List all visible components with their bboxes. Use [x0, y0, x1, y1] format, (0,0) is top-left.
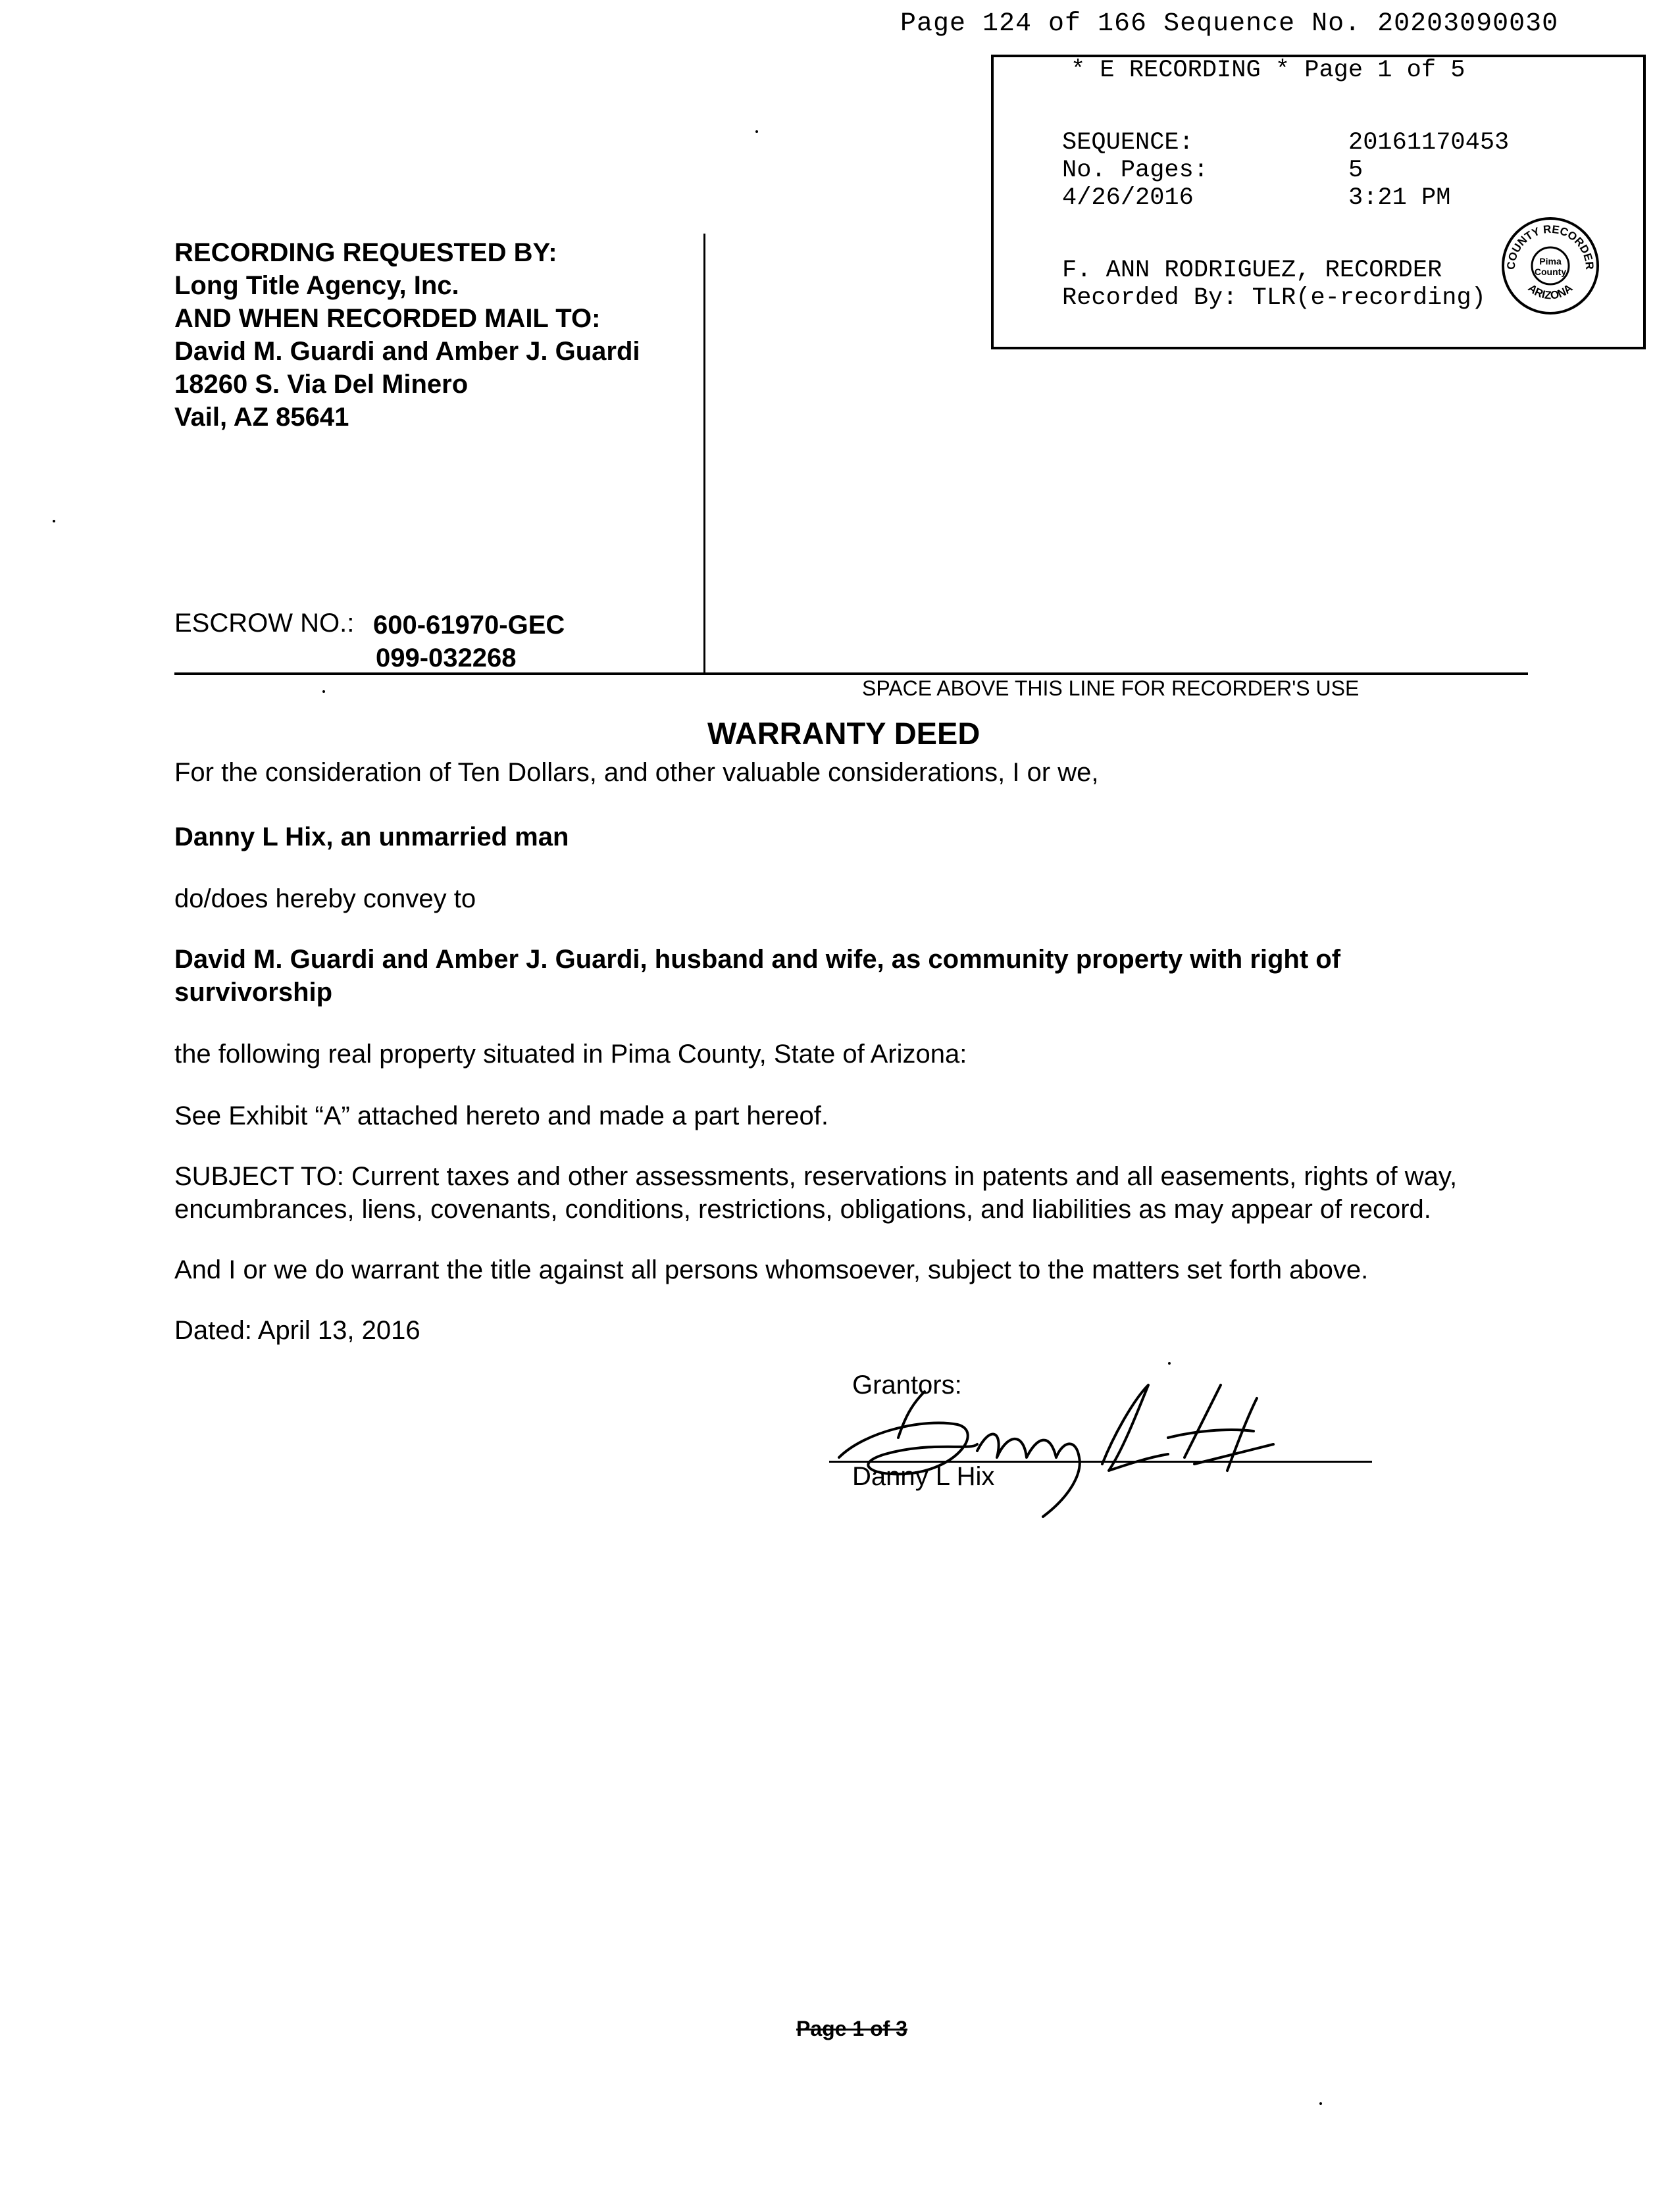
- warrant-paragraph: And I or we do warrant the title against all persons whomsoever, subject to the matters set forth above.: [174, 1255, 1369, 1284]
- escrow-number-2: 099-032268: [376, 644, 517, 672]
- sequence-value: 20161170453: [1348, 129, 1510, 157]
- scan-speck: [322, 690, 325, 693]
- deed-title: WARRANTY DEED: [707, 716, 980, 751]
- handwritten-signature-icon: [826, 1359, 1379, 1530]
- scan-speck: [755, 130, 758, 133]
- seal-center-text-2: County: [1534, 266, 1567, 277]
- seal-bottom-text: ARIZONA: [1525, 282, 1575, 302]
- recorded-by: Recorded By: TLR(e-recording): [1062, 284, 1486, 312]
- mail-to-street: 18260 S. Via Del Minero: [174, 370, 469, 399]
- recording-stamp-labels: [1062, 129, 1208, 212]
- vertical-divider: [703, 234, 705, 672]
- recording-stamp-title: * E RECORDING * Page 1 of 5: [1071, 57, 1465, 84]
- grantee-paragraph: David M. Guardi and Amber J. Guardi, husband and wife, as community property with right of survivorship: [174, 945, 1341, 1007]
- recording-time: 3:21 PM: [1348, 184, 1451, 212]
- convey-paragraph: do/does hereby convey to: [174, 884, 476, 913]
- document-header-sequence: Page 124 of 166 Sequence No. 20203090030: [900, 9, 1559, 39]
- grantors-label: Grantors:: [852, 1371, 962, 1400]
- recording-stamp-values: [1348, 129, 1509, 212]
- grantor-name: Danny L Hix, an unmarried man: [174, 822, 569, 851]
- subject-to-paragraph: SUBJECT TO: Current taxes and other assessments, reservations in patents and all easements, rights of way, encumbrances, liens, covenants, conditions, restrictions, obligations, and liabilities as may appear of record.: [174, 1162, 1458, 1224]
- mail-to-heading: AND WHEN RECORDED MAIL TO:: [174, 304, 601, 333]
- recorder-info: [1062, 257, 1486, 312]
- escrow-numbers: [373, 609, 565, 674]
- consideration-paragraph: For the consideration of Ten Dollars, and other valuable considerations, I or we,: [174, 758, 1099, 787]
- seal-center-text-1: Pima: [1539, 256, 1562, 266]
- scan-speck: [1168, 1362, 1171, 1365]
- seal-top-text: COUNTY RECORDER: [1504, 222, 1596, 270]
- pages-value: 5: [1348, 157, 1363, 184]
- exhibit-paragraph: See Exhibit “A” attached hereto and made a part hereof.: [174, 1101, 828, 1130]
- recorder-name: F. ANN RODRIGUEZ, RECORDER: [1062, 257, 1442, 284]
- requested-by-agency: Long Title Agency, Inc.: [174, 271, 459, 300]
- dated-line: Dated: April 13, 2016: [174, 1316, 420, 1345]
- escrow-number-1: 600-61970-GEC: [373, 611, 565, 640]
- scan-speck: [1319, 2102, 1322, 2105]
- sequence-label: SEQUENCE:: [1062, 129, 1194, 157]
- mail-to-name: David M. Guardi and Amber J. Guardi: [174, 337, 640, 366]
- page-footer: Page 1 of 3: [796, 2017, 907, 2040]
- mail-to-city: Vail, AZ 85641: [174, 403, 349, 432]
- pages-label: No. Pages:: [1062, 157, 1209, 184]
- county-recorder-seal-icon: [1500, 216, 1600, 316]
- property-paragraph: the following real property situated in Pima County, State of Arizona:: [174, 1040, 967, 1069]
- signer-name: Danny L Hix: [852, 1462, 995, 1491]
- escrow-label: ESCROW NO.:: [174, 609, 355, 638]
- recorder-space-line: [174, 672, 1528, 675]
- recording-date: 4/26/2016: [1062, 184, 1194, 212]
- scan-speck: [53, 520, 55, 522]
- recorder-space-note: SPACE ABOVE THIS LINE FOR RECORDER'S USE: [862, 676, 1360, 700]
- recording-requested-block: [174, 236, 640, 434]
- requested-by-heading: RECORDING REQUESTED BY:: [174, 238, 557, 267]
